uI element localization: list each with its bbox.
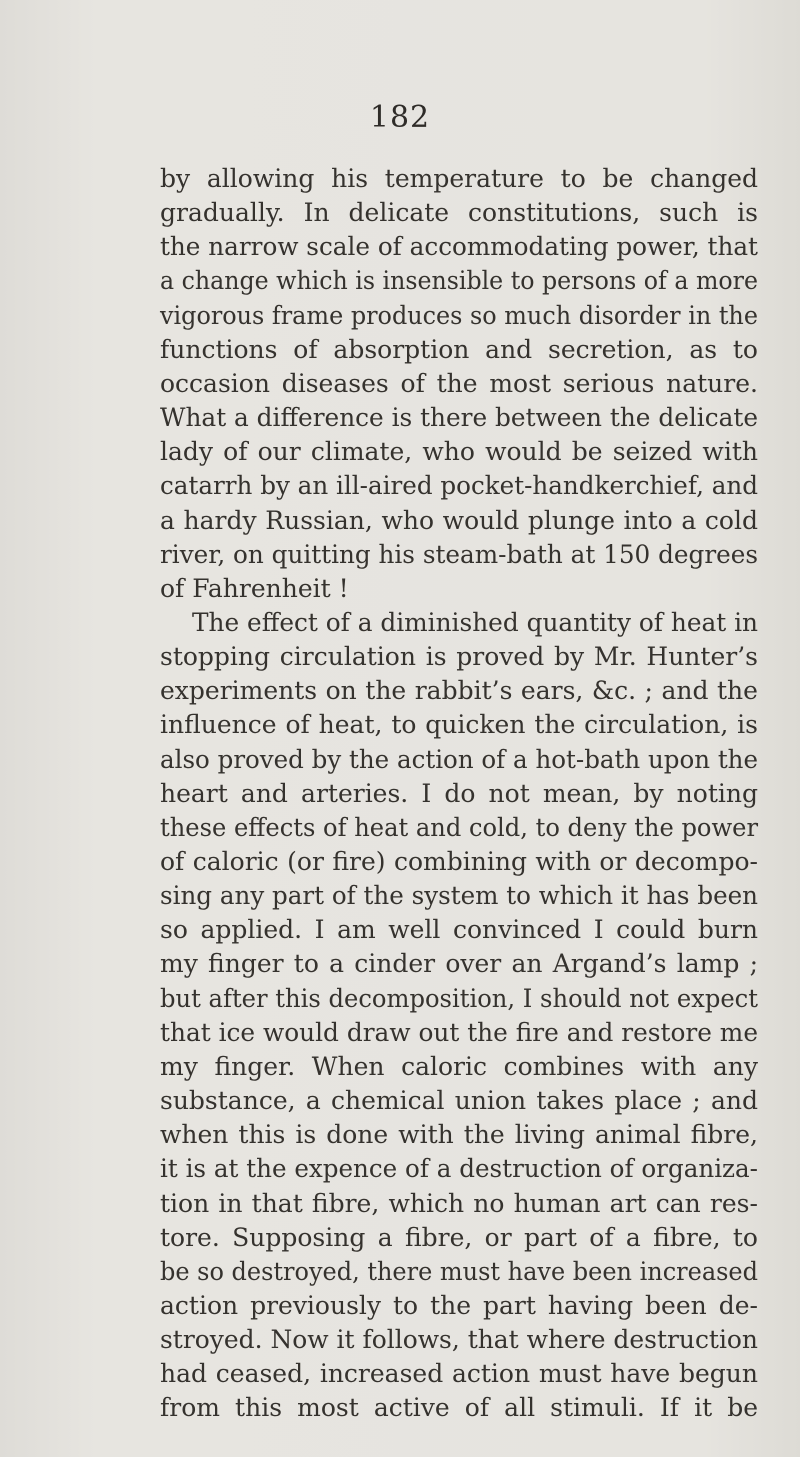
text-line: stroyed. Now it follows, that where destruction (160, 1325, 759, 1355)
text-line: occasion diseases of the most serious nature. (160, 368, 758, 398)
text-line: substance, a chemical union takes place ; and (160, 1086, 758, 1116)
text-line: catarrh by an ill-aired pocket-handkerchief, and (160, 471, 758, 501)
text-line: these effects of heat and cold, to deny the power (160, 812, 759, 842)
text-line: influence of heat, to quicken the circulation, is (160, 710, 758, 740)
text-line: of caloric (or fire) combining with or decompo- (160, 847, 758, 876)
text-line: tion in that fibre, which no human art can res- (160, 1188, 758, 1218)
text-line: stopping circulation is proved by Mr. Hunter’s (160, 642, 758, 672)
text-line: but after this decomposition, I should not expect (160, 983, 758, 1013)
text-line: river, on quitting his steam-bath at 150 degrees (160, 539, 759, 569)
text-line: also proved by the action of a hot-bath upon the (160, 744, 758, 774)
text-line: The effect of a diminished quantity of heat in (192, 607, 759, 637)
text-line: by allowing his temperature to be changed (160, 164, 759, 193)
text-line: vigorous frame produces so much disorder in the (160, 300, 758, 330)
text-line: experiments on the rabbit’s ears, &c. ; and the (160, 676, 758, 706)
text-line: my finger. When caloric combines with any (160, 1051, 759, 1081)
text-line: when this is done with the living animal fibre, (160, 1120, 758, 1150)
text-line: it is at the expence of a destruction of organiza- (160, 1154, 758, 1184)
text-line: What a difference is there between the delicate (160, 403, 758, 433)
text-line: gradually. In delicate constitutions, such is (160, 198, 759, 228)
text-line: tore. Supposing a fibre, or part of a fibre, to (160, 1222, 758, 1252)
text-line: from this most active of all stimuli. If it be (160, 1393, 759, 1423)
text-line: heart and arteries. I do not mean, by noting (160, 778, 758, 808)
page-number: 182 (369, 100, 431, 135)
text-line: action previously to the part having been de- (160, 1290, 758, 1320)
text-line: the narrow scale of accommodating power, that (160, 232, 758, 262)
text-line: that ice would draw out the fire and restore me (160, 1017, 759, 1047)
text-line: a hardy Russian, who would plunge into a cold (160, 505, 758, 535)
text-line: a change which is insensible to persons of a more (160, 266, 758, 296)
text-line: of Fahrenheit ! (160, 573, 349, 603)
text-line: lady of our climate, who would be seized with (160, 437, 758, 467)
text-line: be so destroyed, there must have been increased (160, 1256, 758, 1286)
text-line: my finger to a cinder over an Argand’s lamp ; (160, 949, 758, 979)
text-line: had ceased, increased action must have begun (160, 1359, 758, 1389)
text-line: so applied. I am well convinced I could burn (160, 915, 759, 945)
text-line: functions of absorption and secretion, as to (160, 334, 758, 364)
text-line: sing any part of the system to which it has been (160, 881, 759, 911)
